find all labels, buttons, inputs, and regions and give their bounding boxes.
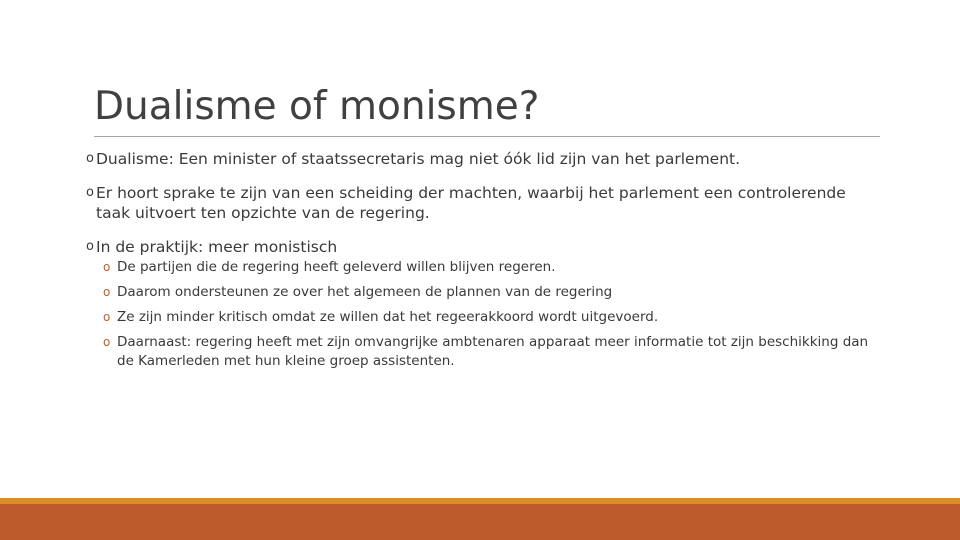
bullet-text: In de praktijk: meer monistisch (96, 238, 338, 256)
bullet-item (86, 183, 876, 223)
bullet-text: Er hoort sprake te zijn van een scheiding der machten, waarbij het parlement een controlerende taak uitvoert ten opzichte van de regering. (96, 184, 846, 222)
circle-bullet-icon: o (86, 185, 94, 200)
bullet-item (86, 149, 876, 169)
circle-bullet-icon: o (86, 239, 94, 254)
sub-bullet-list (86, 258, 876, 371)
footer-band (0, 504, 960, 540)
slide-title: Dualisme of monisme? (94, 84, 540, 129)
sub-bullet-item (103, 258, 876, 277)
sub-bullet-text: Daarom ondersteunen ze over het algemeen de plannen van de regering (117, 284, 613, 300)
sub-bullet-text: Ze zijn minder kritisch omdat ze willen dat het regeerakkoord wordt uitgevoerd. (117, 309, 659, 325)
sub-bullet-text: Daarnaast: regering heeft met zijn omvangrijke ambtenaren apparaat meer informatie tot zijn beschikking dan de Kamerleden met hun kleine groep assistenten. (117, 334, 869, 369)
circle-bullet-icon: o (103, 285, 111, 299)
slide-body (86, 149, 876, 377)
title-divider (94, 136, 880, 137)
circle-bullet-icon: o (86, 151, 94, 166)
sub-bullet-item (103, 308, 876, 327)
sub-bullet-item (103, 283, 876, 302)
bullet-text: Dualisme: Een minister of staatssecretaris mag niet óók lid zijn van het parlement. (96, 150, 741, 168)
circle-bullet-icon: o (103, 310, 111, 324)
sub-bullet-text: De partijen die de regering heeft geleverd willen blijven regeren. (117, 259, 556, 275)
circle-bullet-icon: o (103, 335, 111, 349)
bullet-item (86, 237, 876, 257)
sub-bullet-item (103, 333, 876, 371)
circle-bullet-icon: o (103, 260, 111, 274)
